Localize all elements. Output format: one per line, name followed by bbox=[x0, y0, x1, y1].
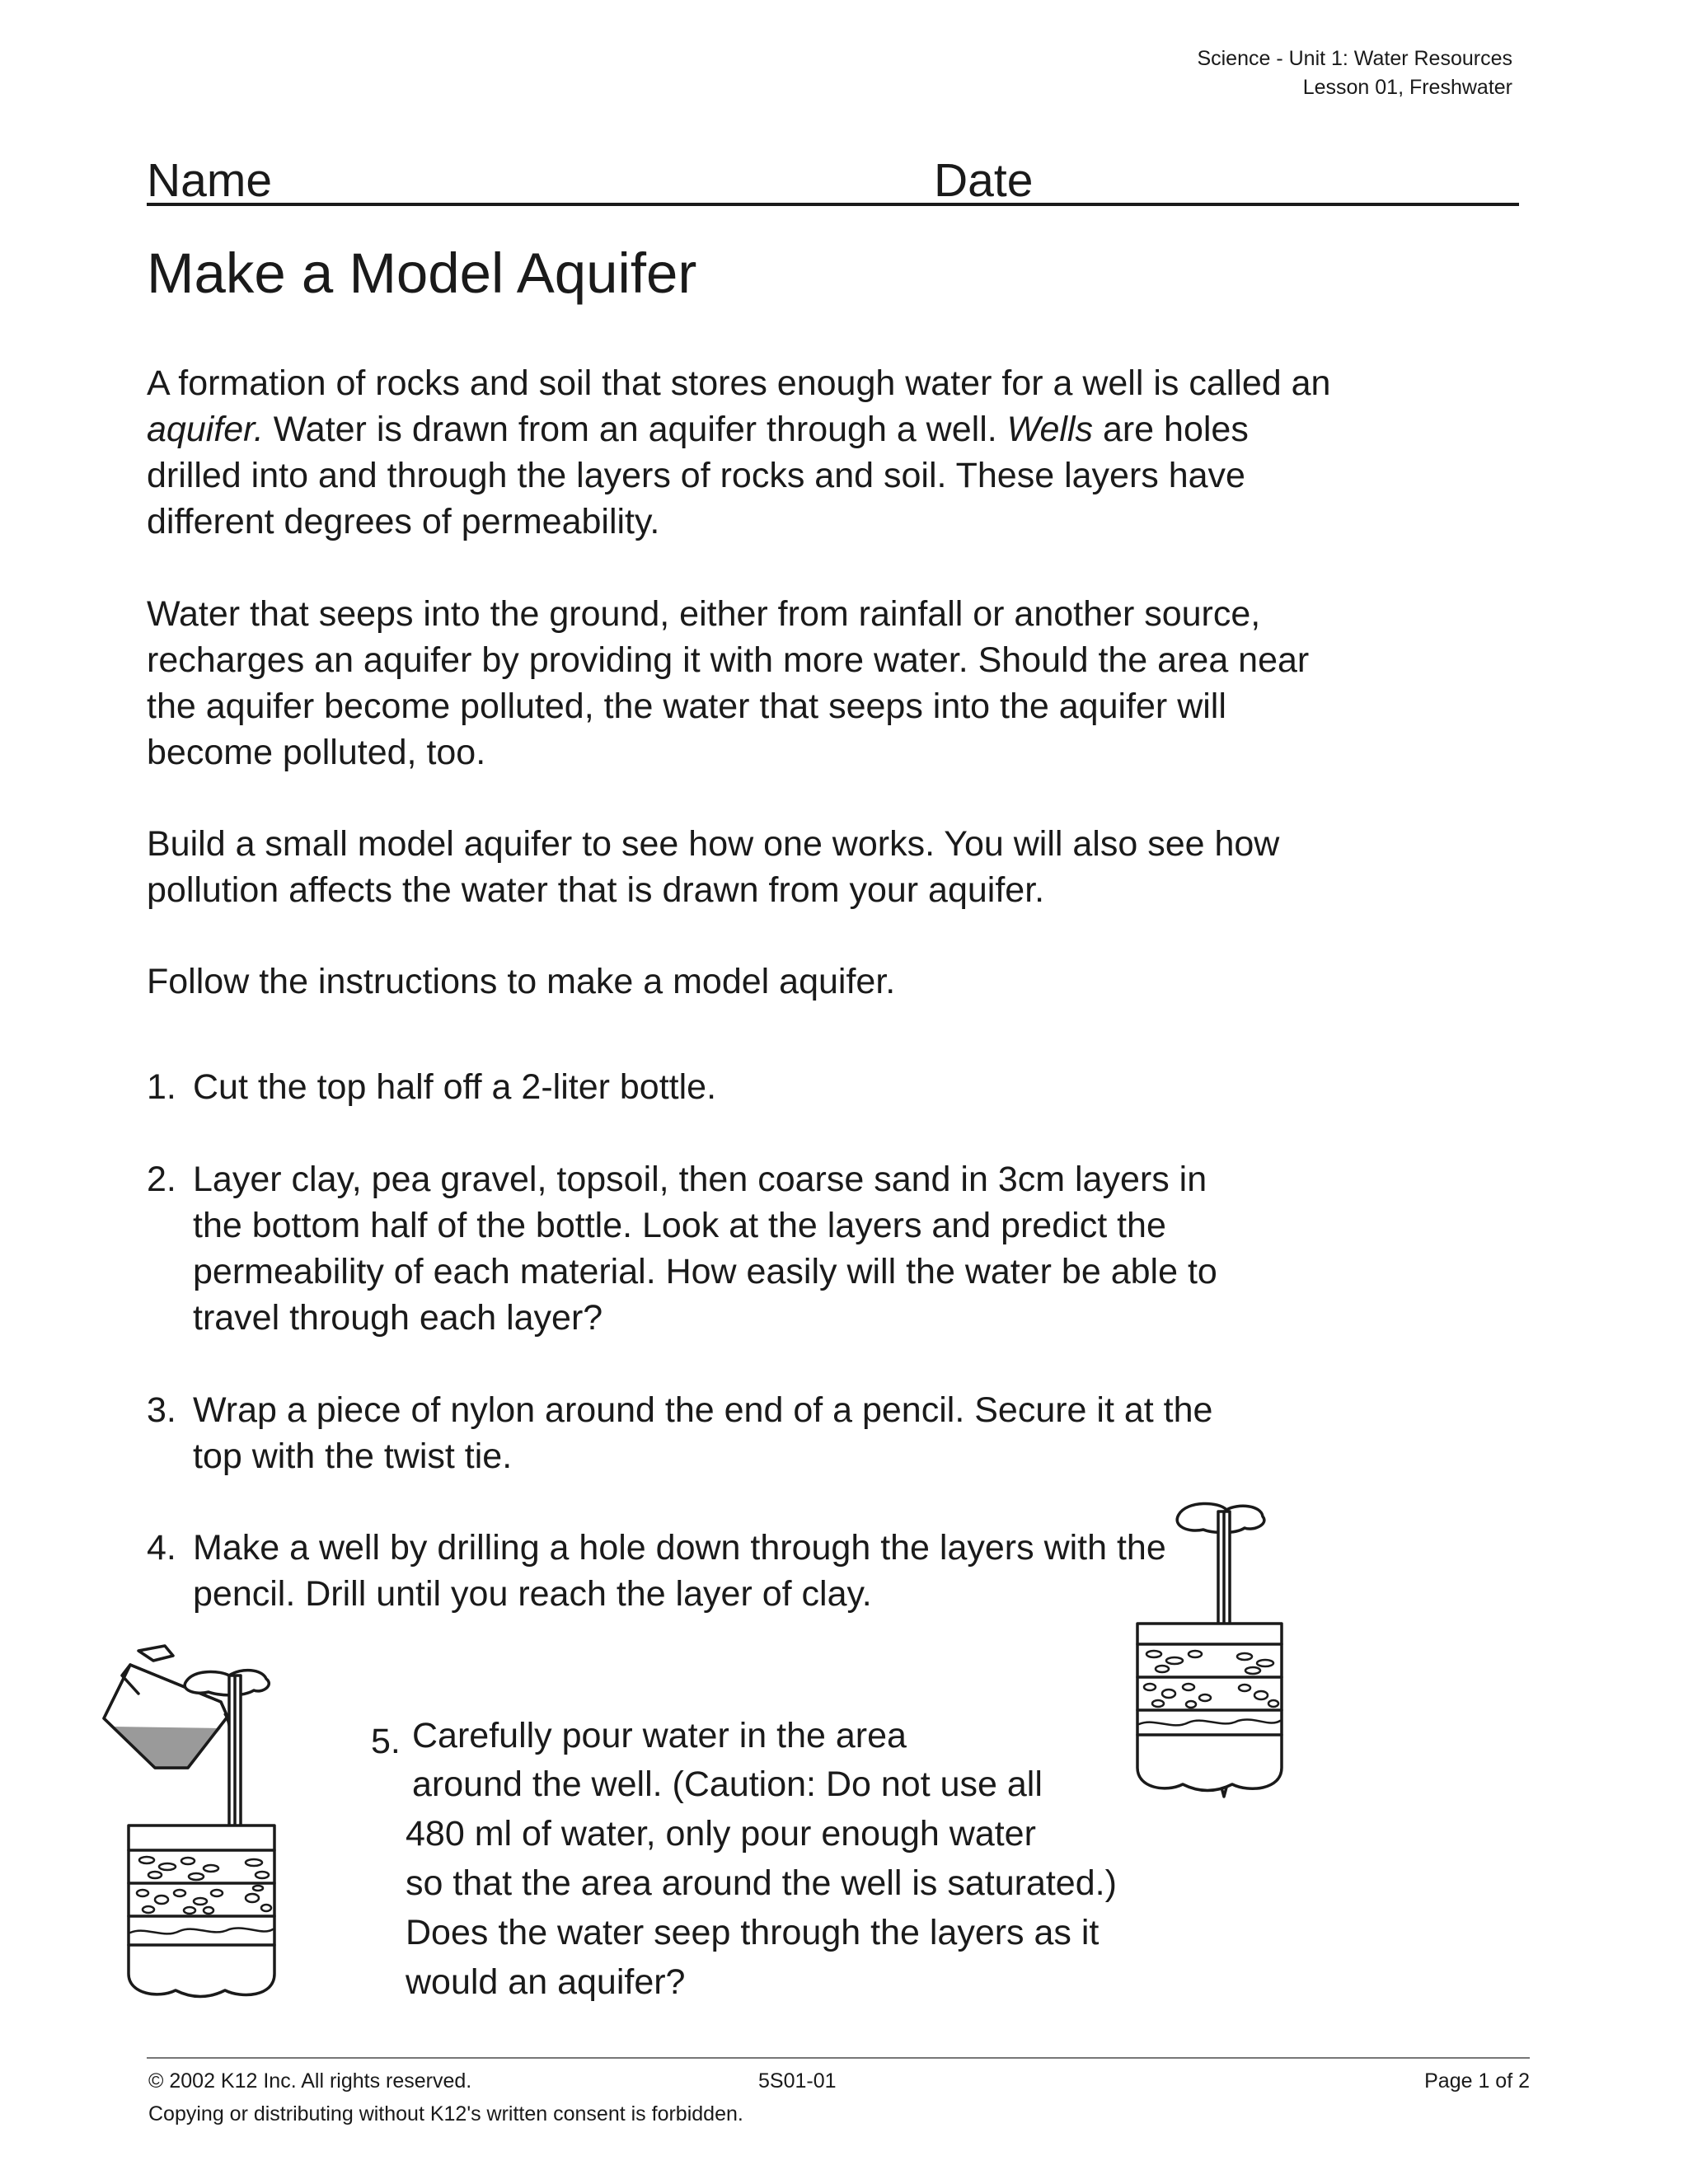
paragraph-follow-instructions: Follow the instructions to make a model aquifer. bbox=[147, 962, 896, 1001]
bottle-layers-icon bbox=[1137, 1624, 1282, 1791]
step-number: 3. bbox=[147, 1390, 176, 1430]
step-5-line: 480 ml of water, only pour enough water bbox=[406, 1814, 1036, 1854]
step-text: Layer clay, pea gravel, topsoil, then coarse sand in 3cm layers in the bottom half of the bottle. Look at the layers and predict the permeability of each material. How easily will the water be able to travel through each layer? bbox=[193, 1160, 1217, 1338]
page-title: Make a Model Aquifer bbox=[147, 241, 697, 305]
term-aquifer: aquifer. bbox=[147, 410, 264, 449]
step-5-line: would an aquifer? bbox=[406, 1962, 686, 2002]
paragraph-recharge: Water that seeps into the ground, either from rainfall or another source, recharges an aquifer by providing it with more water. Should the area near the aquifer become polluted, the water that seeps into the aquifer will become polluted, too. bbox=[147, 594, 1310, 772]
p1-text-3: are holes drilled into and through the layers of rocks and soil. These layers have different degrees of permeability. bbox=[147, 410, 1249, 541]
footer-notice: Copying or distributing without K12's written consent is forbidden. bbox=[148, 2102, 743, 2125]
well-bottle-illustration bbox=[1129, 1492, 1311, 1813]
step-number: 2. bbox=[147, 1160, 176, 1199]
header-lesson: Lesson 01, Freshwater bbox=[1302, 76, 1512, 99]
step-5-number: 5. bbox=[371, 1722, 401, 1761]
name-date-line[interactable] bbox=[147, 148, 1519, 206]
date-label: Date bbox=[934, 154, 1034, 207]
footer-code: 5S01-01 bbox=[758, 2069, 837, 2093]
step-5-line: around the well. (Caution: Do not use all bbox=[412, 1765, 1043, 1804]
step-5-line: Carefully pour water in the area bbox=[412, 1716, 907, 1755]
step-number: 1. bbox=[147, 1067, 176, 1107]
paragraph-build-model: Build a small model aquifer to see how one works. You will also see how pollution affects the water that is drawn from your aquifer. bbox=[147, 824, 1280, 910]
name-label: Name bbox=[147, 154, 273, 207]
footer-copyright: © 2002 K12 Inc. All rights reserved. bbox=[148, 2069, 472, 2093]
paragraph-aquifer-definition bbox=[147, 360, 1334, 545]
header-unit: Science - Unit 1: Water Resources bbox=[1197, 47, 1512, 70]
term-wells: Wells bbox=[1006, 410, 1093, 449]
step-text: Cut the top half off a 2-liter bottle. bbox=[193, 1067, 717, 1107]
p1-text-2: Water is drawn from an aquifer through a well. bbox=[263, 410, 1007, 449]
step-5-line: so that the area around the well is saturated.) bbox=[406, 1863, 1117, 1903]
p1-text-1: A formation of rocks and soil that stores enough water for a well is called an bbox=[147, 363, 1331, 403]
step-number: 4. bbox=[147, 1528, 176, 1568]
footer-page-number: Page 1 of 2 bbox=[1424, 2069, 1530, 2093]
footer-divider bbox=[147, 2057, 1530, 2059]
pouring-water-bottle-illustration bbox=[97, 1636, 377, 1999]
bottle-layers-icon bbox=[129, 1825, 274, 1997]
step-text: Make a well by drilling a hole down through the layers with the pencil. Drill until you reach the layer of clay. bbox=[193, 1528, 1166, 1614]
step-text: Wrap a piece of nylon around the end of a pencil. Secure it at the top with the twist tie. bbox=[193, 1390, 1213, 1476]
measuring-cup-icon bbox=[104, 1646, 230, 1801]
step-5-line: Does the water seep through the layers as it bbox=[406, 1913, 1100, 1952]
